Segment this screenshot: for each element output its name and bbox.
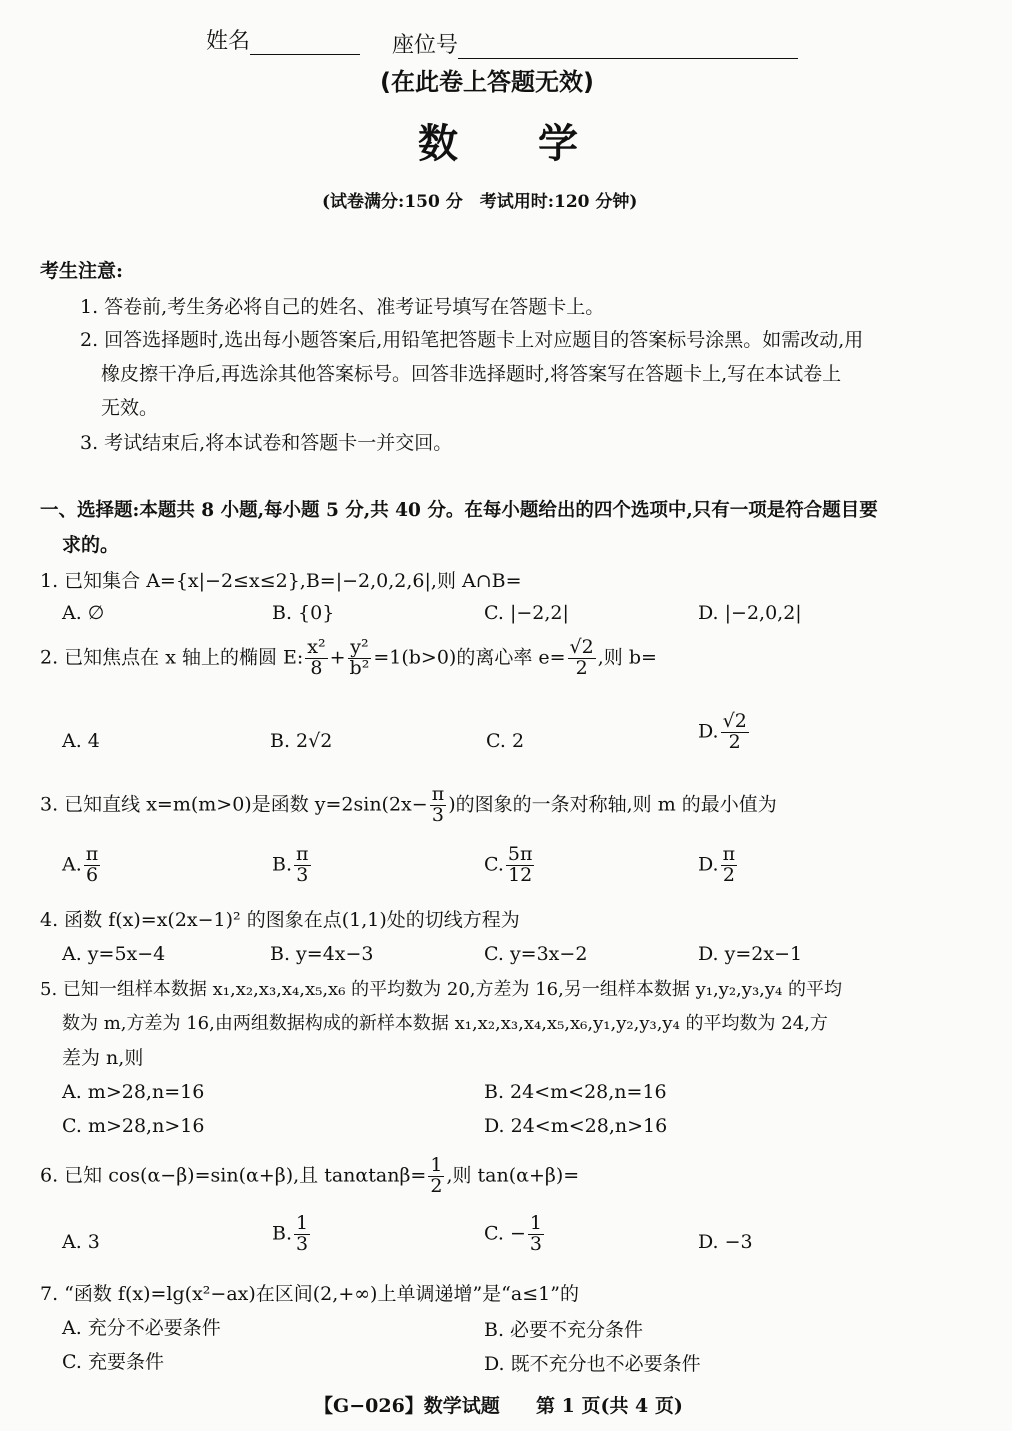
q3-option-c-num: 5π: [507, 843, 533, 865]
notice-item-1: 1. 答卷前,考生务必将自己的姓名、准考证号填写在答题卡上。: [80, 296, 605, 318]
q3-option-a-den: 6: [85, 863, 99, 886]
q5-option-c: C. m>28,n>16: [62, 1115, 205, 1137]
q6-option-c: [484, 1214, 546, 1255]
q3-option-d-frac: [721, 845, 738, 886]
q3-option-b-den: 3: [296, 863, 309, 886]
notice-item-2-line-2: 橡皮擦干净后,再选涂其他答案标号。回答非选择题时,将答案写在答题卡上,写在本试卷上: [101, 363, 842, 385]
q6-option-b-num: 1: [296, 1212, 309, 1234]
q2-plus: +: [329, 646, 346, 669]
q3-post: )的图象的一条对称轴,则 m 的最小值为: [448, 793, 777, 816]
q3-frac: [430, 785, 447, 826]
q5-option-a: A. m>28,n=16: [62, 1081, 205, 1103]
q3-frac-num: π: [431, 783, 445, 805]
q5-line-2: 数为 m,方差为 16,由两组数据构成的新样本数据 x₁,x₂,x₃,x₄,x₅,x₆,y₁,y₂,y₃,y₄ 的平均数为 24,方: [62, 1013, 828, 1034]
seat-blank: [458, 58, 798, 59]
q3-option-b: [272, 845, 313, 886]
q3-option-d-num: π: [722, 843, 736, 865]
q3-option-d-den: 2: [722, 863, 735, 886]
q3-option-c-frac: [506, 845, 535, 886]
name-blank: [250, 54, 360, 55]
q4-stem: 4. 函数 f(x)=x(2x−1)² 的图象在点(1,1)处的切线方程为: [40, 909, 520, 931]
footer-code: 【G−026】数学试题: [314, 1395, 500, 1417]
q3-frac-den: 3: [431, 803, 444, 826]
q1-stem: 1. 已知集合 A={x|−2≤x≤2},B=|−2,0,2,6|,则 A∩B=: [40, 570, 522, 592]
q6-frac: [428, 1156, 444, 1197]
q3-option-b-frac: [294, 845, 311, 886]
q6-option-c-prefix: C. −: [484, 1222, 526, 1245]
q2-option-d-prefix: D.: [698, 720, 719, 743]
q6-option-c-num: 1: [529, 1212, 542, 1234]
q2-stem-text: 2. 已知焦点在 x 轴上的椭圆 E:: [40, 646, 304, 669]
q4-option-c: C. y=3x−2: [484, 943, 588, 965]
q3-option-a: [62, 845, 102, 886]
q2-option-a: A. 4: [62, 730, 100, 752]
notice-title: 考生注意:: [40, 260, 124, 282]
q2-frac-x-den: 8: [310, 656, 323, 679]
q3-option-c-den: 12: [508, 863, 533, 886]
q1-option-d: D. |−2,0,2|: [698, 602, 802, 624]
q4-option-d: D. y=2x−1: [698, 943, 803, 965]
q1-option-b: B. {0}: [272, 602, 335, 624]
q3-option-c: [484, 845, 536, 886]
q3-option-b-num: π: [296, 843, 309, 865]
q2-frac-e: [568, 638, 596, 679]
q6-option-d: D. −3: [698, 1231, 753, 1253]
q3-option-c-prefix: C.: [484, 853, 504, 876]
q6-post: ,则 tan(α+β)=: [446, 1164, 580, 1187]
q6-pre: 6. 已知 cos(α−β)=sin(α+β),且 tanαtanβ=: [40, 1164, 427, 1187]
q2-option-b: B. 2√2: [270, 730, 333, 752]
q7-option-b: B. 必要不充分条件: [484, 1319, 644, 1341]
q2-frac-e-num: √2: [569, 636, 594, 658]
subject-title: 数学: [418, 120, 658, 167]
q7-option-d: D. 既不充分也不必要条件: [484, 1353, 701, 1375]
q2-frac-y-den: b²: [349, 656, 370, 679]
q2-frac-e-den: 2: [575, 656, 588, 679]
q2-option-d-frac: [721, 712, 749, 753]
q5-option-b: B. 24<m<28,n=16: [484, 1081, 667, 1103]
q5-line-1: 5. 已知一组样本数据 x₁,x₂,x₃,x₄,x₅,x₆ 的平均数为 20,方差为 16,另一组样本数据 y₁,y₂,y₃,y₄ 的平均: [40, 979, 842, 1000]
q2-option-c: C. 2: [486, 730, 525, 752]
q2-tail: ,则 b=: [597, 646, 657, 669]
q2-frac-x-num: x²: [307, 636, 326, 658]
q1-option-c: C. |−2,2|: [484, 602, 569, 624]
q2-frac-x: [305, 638, 327, 679]
q3-option-d-prefix: D.: [698, 853, 719, 876]
q6-option-b-prefix: B.: [272, 1222, 293, 1245]
q6-option-b: [272, 1214, 312, 1255]
footer-page: 第 1 页(共 4 页): [536, 1395, 683, 1417]
q5-option-d: D. 24<m<28,n>16: [484, 1115, 668, 1137]
exam-info: (试卷满分:150 分 考试用时:120 分钟): [322, 192, 638, 212]
name-label: 姓名: [206, 29, 251, 54]
q3-option-b-prefix: B.: [272, 853, 293, 876]
q6-option-c-den: 3: [529, 1232, 542, 1255]
q3-option-a-num: π: [85, 843, 99, 865]
q6-frac-den: 2: [430, 1174, 443, 1197]
notice-item-2-line-3: 无效。: [101, 397, 159, 419]
q2-option-d-den: 2: [728, 730, 741, 753]
invalid-note: (在此卷上答题无效): [380, 68, 594, 96]
q6-option-c-frac: [528, 1214, 544, 1255]
q6-option-a: A. 3: [62, 1231, 100, 1253]
q2-frac-y: [348, 638, 372, 679]
name-field: [206, 24, 360, 55]
q1-option-a: A. ∅: [62, 602, 105, 624]
notice-item-2-line-1: 2. 回答选择题时,选出每小题答案后,用铅笔把答题卡上对应题目的答案标号涂黑。如需改动,用: [80, 329, 864, 351]
q2-mid: =1(b>0)的离心率 e=: [373, 646, 566, 669]
q7-option-a: A. 充分不必要条件: [62, 1317, 221, 1339]
q2-stem: [40, 638, 657, 679]
section-1-heading-line-2: 求的。: [62, 534, 120, 556]
q3-stem: [40, 785, 777, 826]
q3-option-d: [698, 845, 739, 886]
q6-stem: [40, 1156, 579, 1197]
q3-option-a-frac: [84, 845, 101, 886]
q6-frac-num: 1: [430, 1154, 443, 1176]
q2-frac-y-num: y²: [348, 638, 372, 659]
q4-option-a: A. y=5x−4: [62, 943, 166, 965]
q3-pre: 3. 已知直线 x=m(m>0)是函数 y=2sin(2x−: [40, 793, 428, 816]
seat-label: 座位号: [392, 33, 459, 58]
q3-option-a-prefix: A.: [62, 853, 82, 876]
q6-option-b-den: 3: [296, 1232, 309, 1255]
seat-field: [392, 28, 798, 59]
section-1-heading-line-1: 一、选择题:本题共 8 小题,每小题 5 分,共 40 分。在每小题给出的四个选项中,只有一项是符合题目要: [40, 500, 878, 521]
q2-option-d: [698, 712, 751, 753]
notice-item-3: 3. 考试结束后,将本试卷和答题卡一并交回。: [80, 432, 453, 454]
q4-option-b: B. y=4x−3: [270, 943, 374, 965]
q7-stem: 7. “函数 f(x)=lg(x²−ax)在区间(2,+∞)上单调递增”是“a≤1”的: [40, 1283, 579, 1305]
q5-line-3: 差为 n,则: [62, 1047, 144, 1069]
q6-option-b-frac: [294, 1214, 310, 1255]
q7-option-c: C. 充要条件: [62, 1351, 164, 1373]
q2-option-d-num: √2: [722, 710, 747, 732]
